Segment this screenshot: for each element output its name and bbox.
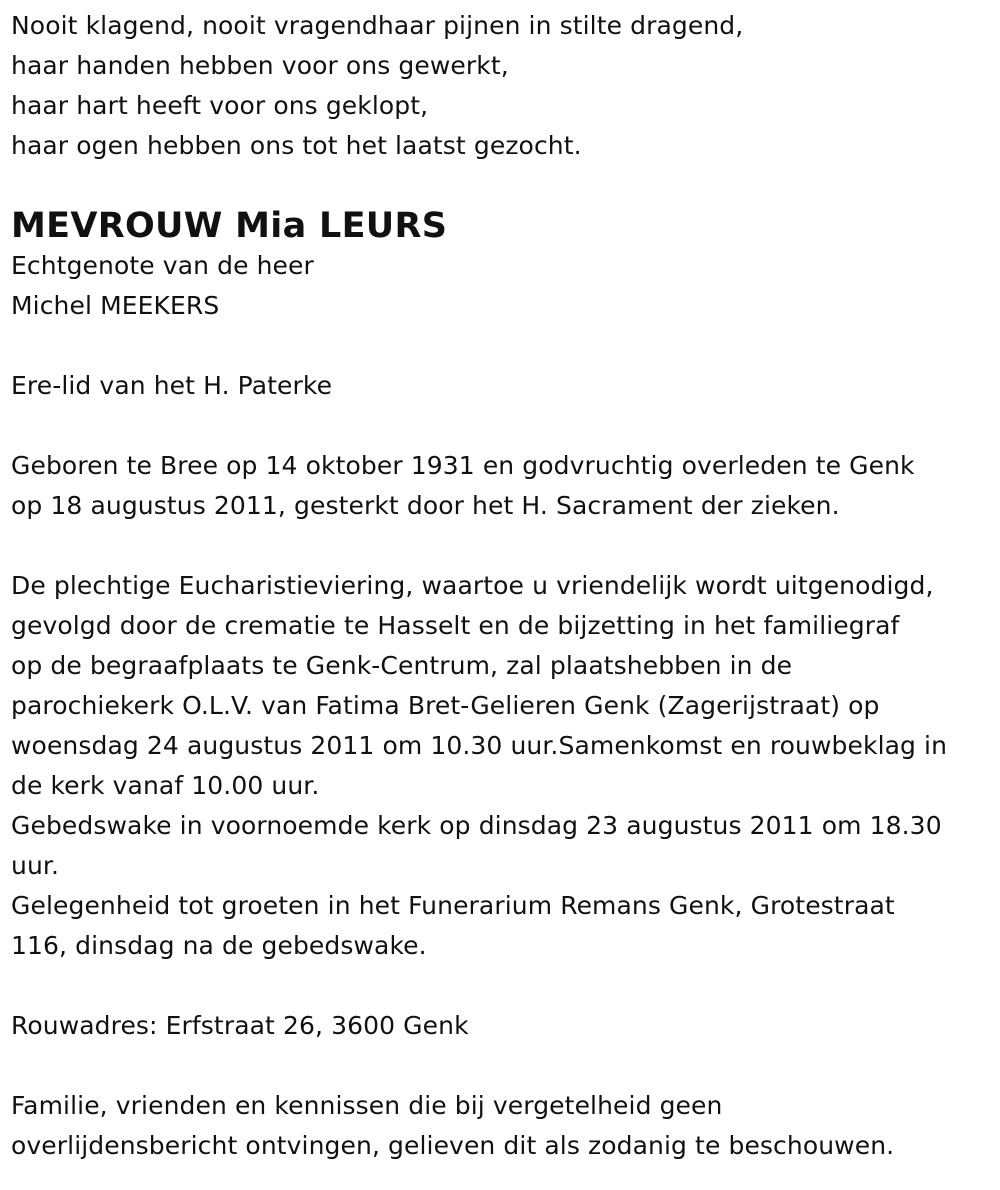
birth-death-info bbox=[11, 446, 991, 526]
birth-death-line: Geboren te Bree op 14 oktober 1931 en godvruchtig overleden te Genk bbox=[11, 451, 915, 480]
memorial-poem bbox=[11, 6, 991, 166]
birth-death-line: op 18 augustus 2011, gesterkt door het H. Sacrament der zieken. bbox=[11, 491, 840, 520]
honor-info bbox=[11, 366, 991, 406]
ceremony-info bbox=[11, 566, 991, 966]
ceremony-line: parochiekerk O.L.V. van Fatima Bret-Gelieren Genk (Zagerijstraat) op bbox=[11, 691, 880, 720]
poem-line: haar ogen hebben ons tot het laatst gezocht. bbox=[11, 131, 582, 160]
poem-line: haar handen hebben voor ons gewerkt, bbox=[11, 51, 509, 80]
wake-line: uur. bbox=[11, 851, 60, 880]
deceased-name-title: MEVROUW Mia LEURS bbox=[11, 206, 448, 246]
closing-note bbox=[11, 1086, 991, 1166]
ceremony-line: op de begraafplaats te Genk-Centrum, zal plaatshebben in de bbox=[11, 651, 793, 680]
closing-line: overlijdensbericht ontvingen, gelieven dit als zodanig te beschouwen. bbox=[11, 1131, 895, 1160]
spouse-info bbox=[11, 246, 991, 326]
poem-line: haar hart heeft voor ons geklopt, bbox=[11, 91, 429, 120]
ceremony-line: De plechtige Eucharistieviering, waartoe u vriendelijk wordt uitgenodigd, bbox=[11, 571, 934, 600]
visitation-line: Gelegenheid tot groeten in het Funerarium Remans Genk, Grotestraat bbox=[11, 891, 895, 920]
wake-line: Gebedswake in voornoemde kerk op dinsdag 23 augustus 2011 om 18.30 bbox=[11, 811, 942, 840]
address-line: Rouwadres: Erfstraat 26, 3600 Genk bbox=[11, 1011, 469, 1040]
ceremony-line: gevolgd door de crematie te Hasselt en de bijzetting in het familiegraf bbox=[11, 611, 900, 640]
obituary-notice bbox=[11, 0, 991, 1166]
honor-line: Ere-lid van het H. Paterke bbox=[11, 371, 333, 400]
mourning-address bbox=[11, 1006, 991, 1046]
ceremony-line: woensdag 24 augustus 2011 om 10.30 uur.Samenkomst en rouwbeklag in bbox=[11, 731, 948, 760]
closing-line: Familie, vrienden en kennissen die bij vergetelheid geen bbox=[11, 1091, 723, 1120]
visitation-line: 116, dinsdag na de gebedswake. bbox=[11, 931, 427, 960]
poem-line: Nooit klagend, nooit vragendhaar pijnen in stilte dragend, bbox=[11, 11, 744, 40]
ceremony-line: de kerk vanaf 10.00 uur. bbox=[11, 771, 320, 800]
spouse-line: Echtgenote van de heer bbox=[11, 251, 314, 280]
spouse-name: Michel MEEKERS bbox=[11, 291, 220, 320]
